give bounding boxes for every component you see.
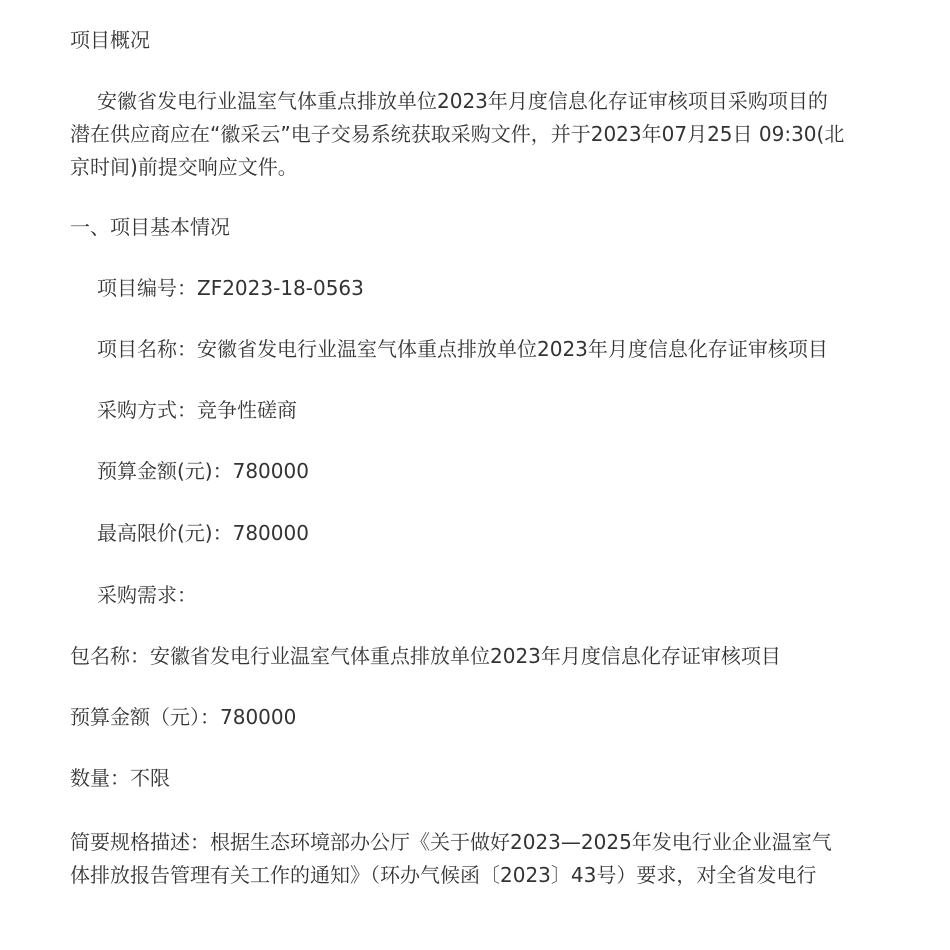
overview-line-2: 潜在供应商应在“徽采云”电子交易系统获取采购文件，并于2023年07月25日 09:30(北 — [70, 122, 845, 146]
spec-line-2: 体排放报告管理有关工作的通知》（环办气候函〔2023〕43号）要求，对全省发电行 — [70, 863, 817, 887]
section-title: 一、项目基本情况 — [70, 215, 230, 239]
overview-heading: 项目概况 — [70, 28, 150, 52]
max-price: 最高限价(元)：780000 — [97, 521, 309, 545]
package-budget: 预算金额（元）：780000 — [70, 705, 297, 729]
spec-line-1: 简要规格描述：根据生态环境部办公厅《关于做好2023—2025年发电行业企业温室气 — [70, 830, 832, 854]
overview-line-1: 安徽省发电行业温室气体重点排放单位2023年月度信息化存证审核项目采购项目的 — [97, 89, 828, 113]
procurement-method: 采购方式：竞争性磋商 — [97, 398, 297, 422]
overview-line-3: 京时间)前提交响应文件。 — [70, 155, 298, 179]
budget-amount: 预算金额(元)：780000 — [97, 459, 309, 483]
procurement-requirements: 采购需求： — [97, 583, 197, 607]
project-number: 项目编号：ZF2023-18-0563 — [97, 276, 364, 300]
quantity: 数量：不限 — [70, 766, 170, 790]
overview-paragraph — [70, 85, 885, 184]
spec-description — [70, 826, 885, 892]
package-name: 包名称：安徽省发电行业温室气体重点排放单位2023年月度信息化存证审核项目 — [70, 644, 781, 668]
project-name: 项目名称：安徽省发电行业温室气体重点排放单位2023年月度信息化存证审核项目 — [97, 337, 828, 361]
